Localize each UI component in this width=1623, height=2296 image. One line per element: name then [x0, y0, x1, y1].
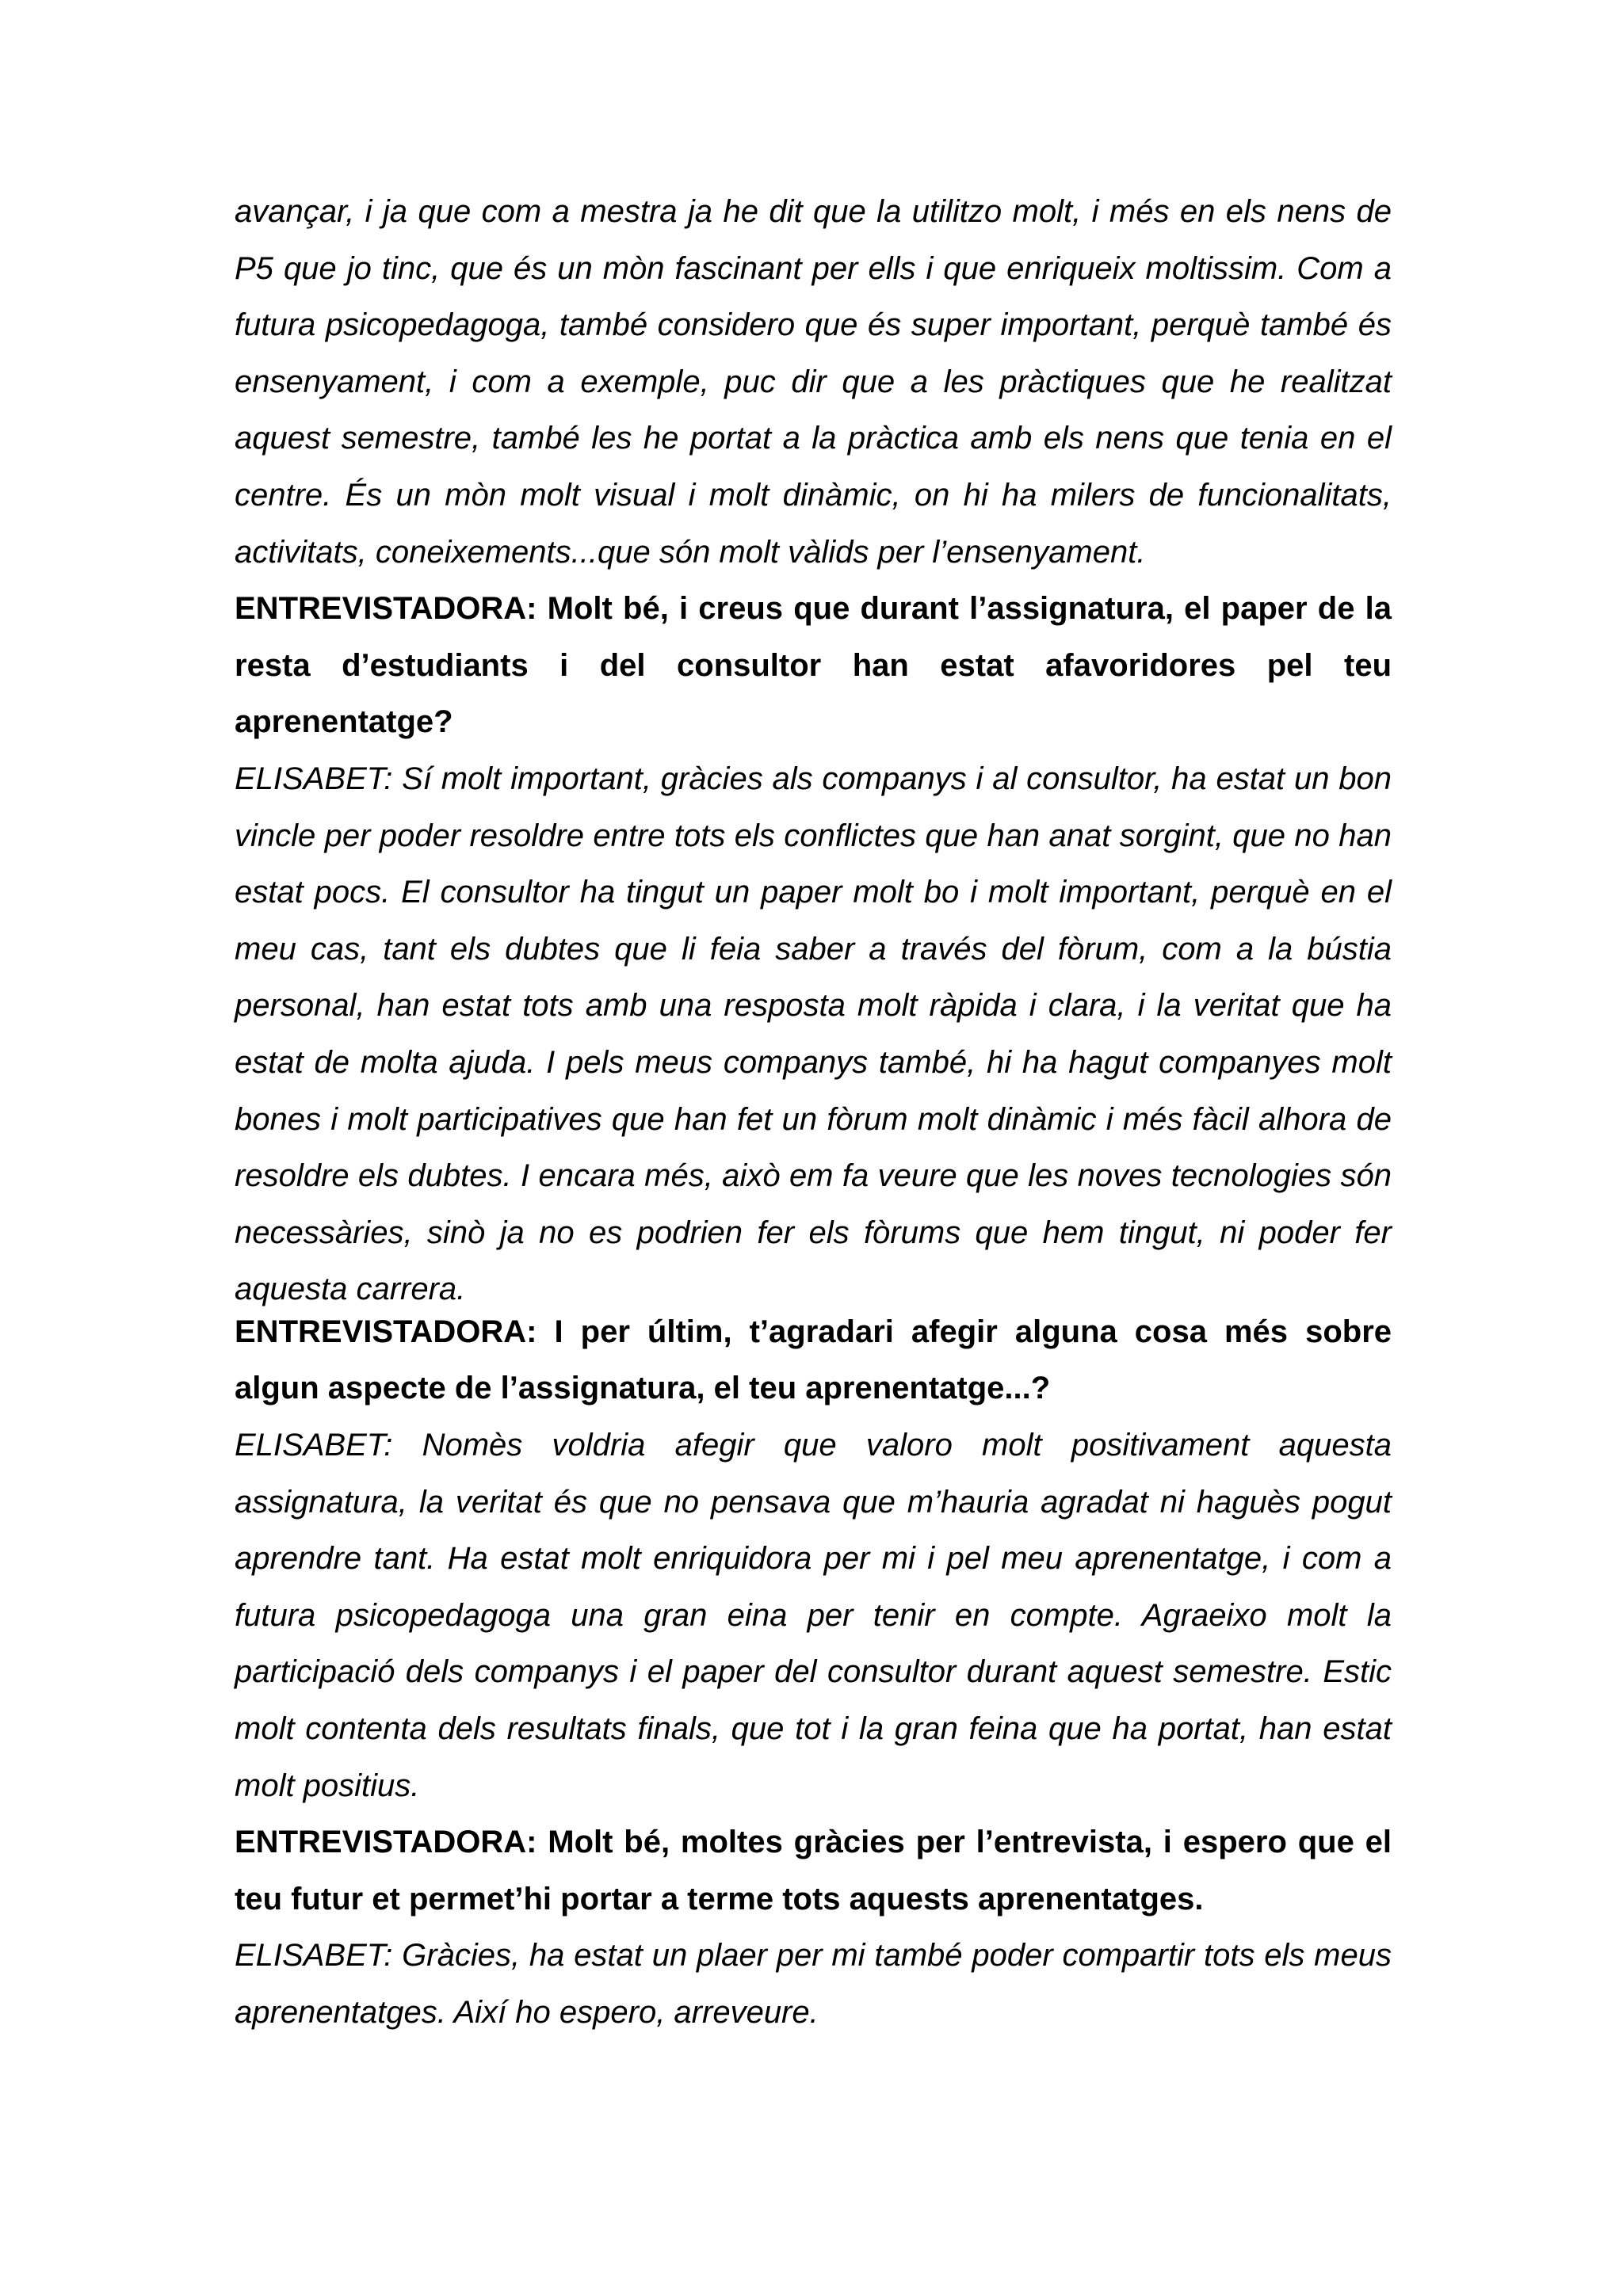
answer-paragraph-final-comments: ELISABET: Nomès voldria afegir que valoro molt positivament aquesta assignatura, la veritat és que no pensava que m’hauria agradat ni haguès pogut aprendre tant. Ha estat molt enriquidora per mi i pel meu aprenentatge, i com a futura psicopedagoga una gran eina per tenir en compte. Agraeixo molt la participació dels companys i el paper del consultor durant aquest semestre. Estic molt contenta dels resultats finals, que tot i la gran feina que ha portat, han estat molt positius.: [235, 1428, 1392, 1803]
question-paragraph-closing: ENTREVISTADORA: Molt bé, moltes gràcies per l’entrevista, i espero que el teu futur et permet’hi portar a terme tots aquests aprenentatges.: [235, 1825, 1392, 1917]
answer-paragraph-peers-consultant: ELISABET: Sí molt important, gràcies als companys i al consultor, ha estat un bon vincle per poder resoldre entre tots els conflictes que han anat sorgint, que no han estat pocs. El consultor ha tingut un paper molt bo i molt important, perquè en el meu cas, tant els dubtes que li feia saber a través del fòrum, com a la bústia personal, han estat tots amb una resposta molt ràpida i clara, i la veritat que ha estat de molta ajuda. I pels meus companys també, hi ha hagut companyes molt bones i molt participatives que han fet un fòrum molt dinàmic i més fàcil alhora de resoldre els dubtes. I encara més, això em fa veure que les noves tecnologies són necessàries, sinò ja no es podrien fer els fòrums que hem tingut, ni poder fer aquesta carrera.: [235, 761, 1392, 1307]
answer-paragraph-continuation: avançar, i ja que com a mestra ja he dit que la utilitzo molt, i més en els nens de P5 que jo tinc, que és un mòn fascinant per ells i que enriqueix moltissim. Com a futura psicopedagoga, també considero que és super important, perquè també és ensenyament, i com a exemple, puc dir que a les pràctiques que he realitzat aquest semestre, també les he portat a la pràctica amb els nens que tenia en el centre. És un mòn molt visual i molt dinàmic, on hi ha milers de funcionalitats, activitats, coneixements...que són molt vàlids per l’ensenyament.: [235, 194, 1392, 570]
question-paragraph-final-comments: ENTREVISTADORA: I per últim, t’agradari afegir alguna cosa més sobre algun aspecte de l’assignatura, el teu aprenentatge...?: [235, 1314, 1392, 1406]
answer-paragraph-closing: ELISABET: Gràcies, ha estat un plaer per mi també poder compartir tots els meus aprenentatges. Així ho espero, arreveure.: [235, 1938, 1392, 2030]
question-paragraph-peers-consultant: ENTREVISTADORA: Molt bé, i creus que durant l’assignatura, el paper de la resta d’estudiants i del consultor han estat afavoridores pel teu aprenentatge?: [235, 591, 1392, 740]
interview-transcript: [235, 184, 1392, 2042]
